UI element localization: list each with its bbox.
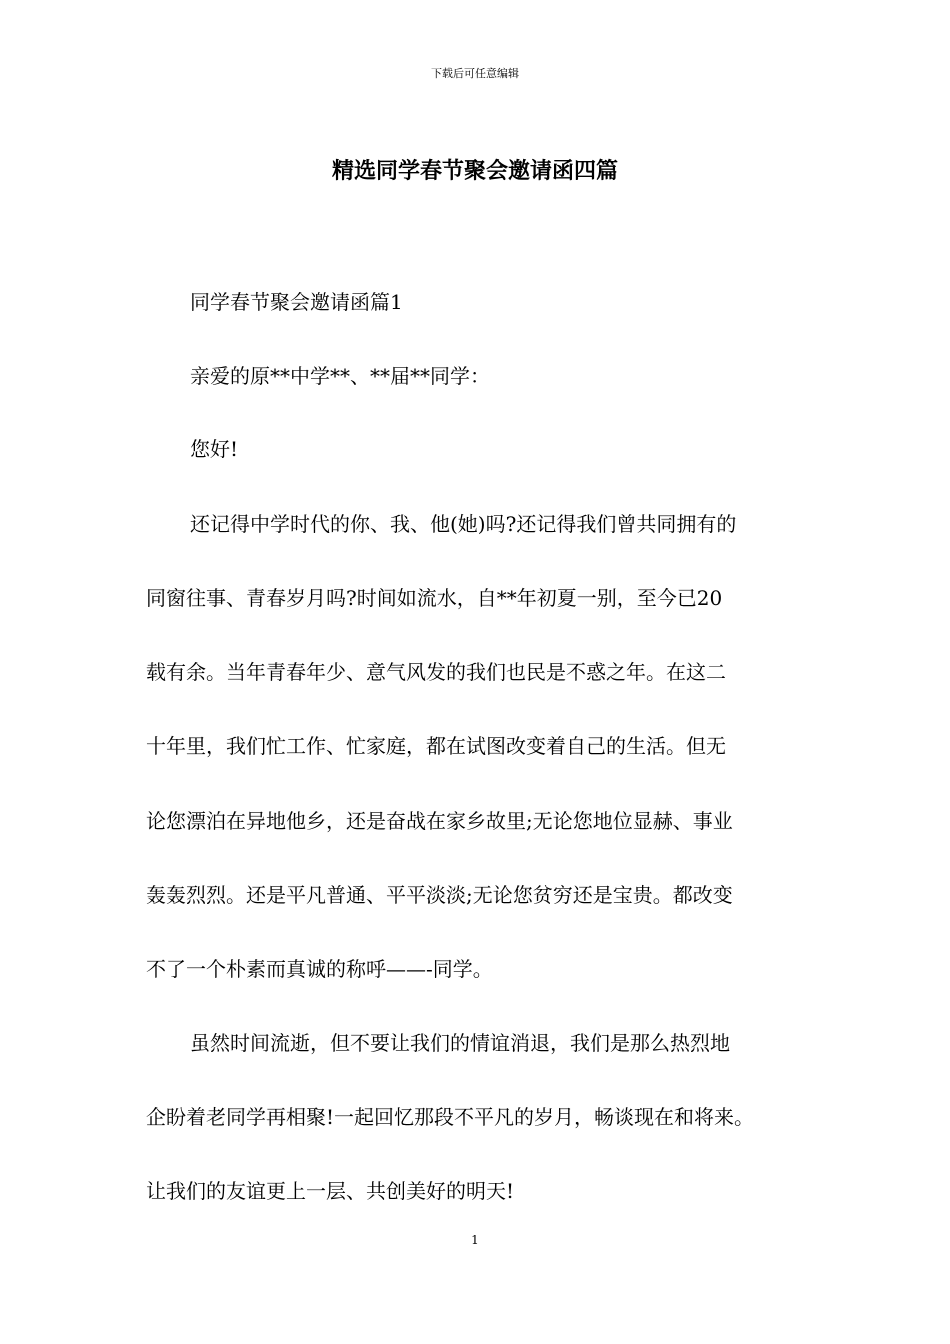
paragraph-1-line: 不了一个朴素而真诚的称呼——-同学。 [146,957,493,981]
paragraph-1-line: 十年里，我们忙工作、忙家庭，都在试图改变着自己的生活。但无 [146,734,726,758]
section-heading: 同学春节聚会邀请函篇1 [190,290,403,314]
paragraph-1-line: 还记得中学时代的你、我、他(她)吗?还记得我们曾共同拥有的 [190,512,737,536]
paragraph-1-line: 载有余。当年青春年少、意气风发的我们也民是不惑之年。在这二 [146,660,726,684]
paragraph-1-line: 论您漂泊在异地他乡，还是奋战在家乡故里;无论您地位显赫、事业 [146,809,733,833]
greeting: 您好! [190,437,239,461]
salutation: 亲爱的原**中学**、**届**同学： [190,364,490,388]
paragraph-2-line: 让我们的友谊更上一层、共创美好的明天! [146,1179,515,1203]
paragraph-2-line: 虽然时间流逝，但不要让我们的情谊消退，我们是那么热烈地 [190,1031,730,1055]
paragraph-1-line: 同窗往事、青春岁月吗?时间如流水，自**年初夏一别，至今已20 [146,586,723,610]
document-title: 精选同学春节聚会邀请函四篇 [331,158,618,184]
header-note: 下载后可任意编辑 [431,67,519,80]
paragraph-2-line: 企盼着老同学再相聚!一起回忆那段不平凡的岁月，畅谈现在和将来。 [146,1105,755,1129]
paragraph-1-line: 轰轰烈烈。还是平凡普通、平平淡淡;无论您贫穷还是宝贵。都改变 [146,883,733,907]
page-number: 1 [471,1233,479,1247]
